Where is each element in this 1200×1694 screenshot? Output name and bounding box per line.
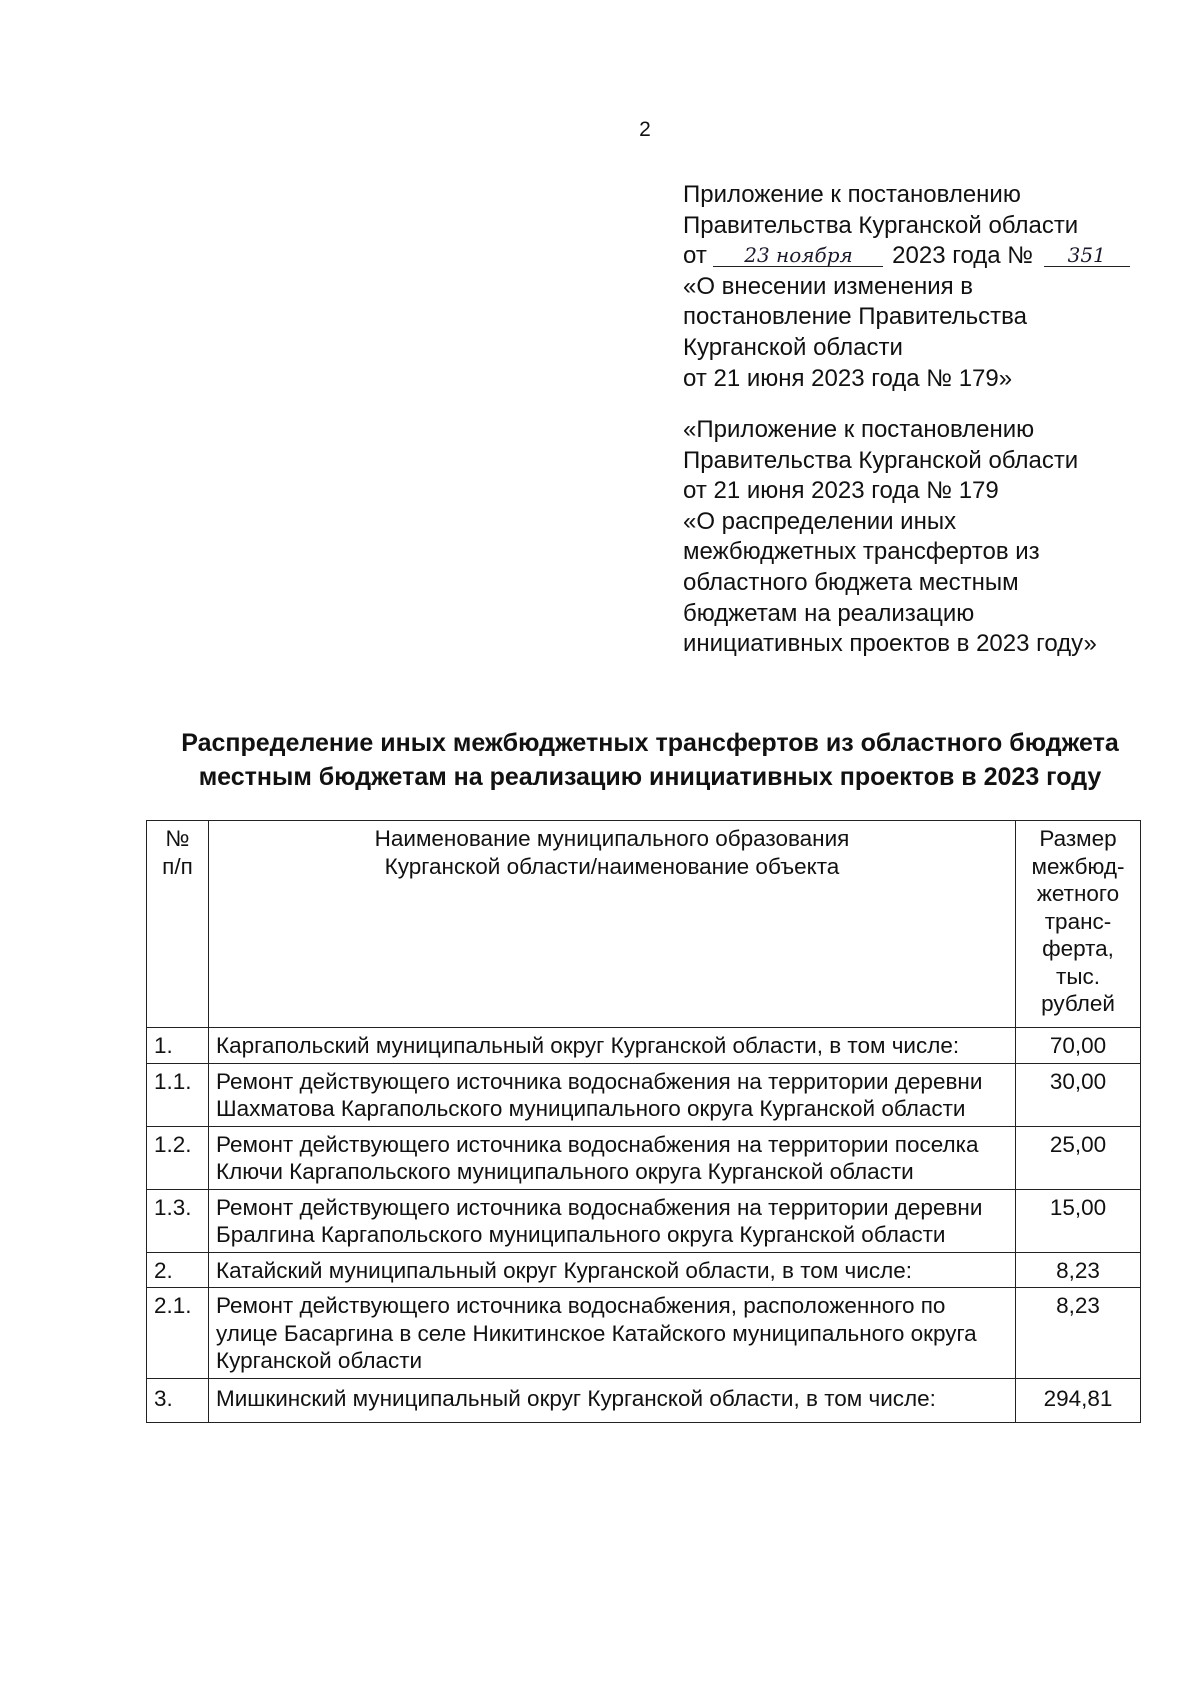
appendix-line: «О внесении изменения в	[683, 272, 974, 300]
handwritten-number: 351	[1044, 244, 1130, 267]
row-amount: 70,00	[1016, 1028, 1141, 1064]
row-amount: 8,23	[1016, 1288, 1141, 1379]
appendix-line: от 21 июня 2023 года № 179	[683, 477, 999, 505]
table-header-row	[147, 821, 1141, 1028]
row-amount: 30,00	[1016, 1063, 1141, 1126]
row-name: Мишкинский муниципальный округ Курганской области, в том числе:	[208, 1378, 1015, 1423]
header-text: жетного	[1036, 881, 1120, 906]
row-amount: 15,00	[1016, 1189, 1141, 1252]
header-text: Наименование муниципального образования	[374, 826, 850, 851]
appendix-line: от 21 июня 2023 года № 179»	[683, 364, 1013, 392]
document-title	[0, 726, 1200, 794]
table-row	[147, 1063, 1141, 1126]
appendix-header-amending	[683, 180, 1183, 394]
row-number: 1.	[147, 1028, 209, 1064]
appendix-date-line	[683, 241, 1183, 272]
header-amount-cell	[1016, 821, 1141, 1028]
header-number-cell	[147, 821, 209, 1028]
row-name: Каргапольский муниципальный округ Курганской области, в том числе:	[208, 1028, 1015, 1064]
row-number: 1.1.	[147, 1063, 209, 1126]
row-amount: 294,81	[1016, 1378, 1141, 1423]
header-text: ферта,	[1042, 936, 1114, 961]
appendix-line: Приложение к постановлению	[683, 181, 1021, 208]
row-number: 2.1.	[147, 1288, 209, 1379]
appendix-header-original	[683, 415, 1183, 660]
appendix-line: «Приложение к постановлению	[683, 416, 1035, 443]
header-name-cell	[208, 821, 1015, 1028]
row-amount: 25,00	[1016, 1126, 1141, 1189]
row-name: Ремонт действующего источника водоснабжения на территории поселка Ключи Каргапольского муниципального округа Курганской области	[208, 1126, 1015, 1189]
header-text: Курганской области/наименование объекта	[384, 853, 840, 879]
row-number: 2.	[147, 1252, 209, 1288]
row-number: 1.3.	[147, 1189, 209, 1252]
appendix-line: Правительства Курганской области	[683, 211, 1079, 239]
table-row	[147, 1252, 1141, 1288]
row-name: Ремонт действующего источника водоснабжения на территории деревни Бралгина Каргапольского муниципального округа Курганской области	[208, 1189, 1015, 1252]
appendix-line: постановление Правительства	[683, 303, 1027, 331]
page-number: 2	[639, 118, 651, 141]
row-name: Ремонт действующего источника водоснабжения на территории деревни Шахматова Каргапольского муниципального округа Курганской области	[208, 1063, 1015, 1126]
appendix-line: бюджетам на реализацию	[683, 599, 975, 627]
header-text: №	[165, 826, 190, 851]
transfer-distribution-table	[146, 820, 1141, 1423]
appendix-line: межбюджетных трансфертов из	[683, 538, 1040, 566]
row-name: Ремонт действующего источника водоснабжения, расположенного по улице Басаргина в селе Никитинское Катайского муниципального округа Курганской области	[208, 1288, 1015, 1379]
title-line: Распределение иных межбюджетных трансфертов из областного бюджета	[181, 729, 1119, 757]
appendix-line: Правительства Курганской области	[683, 446, 1079, 474]
date-year: 2023 года №	[892, 242, 1034, 270]
title-line: местным бюджетам на реализацию инициативных проектов в 2023 году	[198, 763, 1102, 791]
appendix-line: инициативных проектов в 2023 году»	[683, 630, 1097, 658]
table-row	[147, 1288, 1141, 1379]
header-text: рублей	[1041, 991, 1115, 1016]
date-prefix: от	[683, 242, 707, 270]
row-number: 3.	[147, 1378, 209, 1423]
appendix-line: Курганской области	[683, 333, 903, 361]
header-text: межбюд-	[1031, 853, 1125, 879]
row-number: 1.2.	[147, 1126, 209, 1189]
appendix-line: «О распределении иных	[683, 507, 957, 535]
table-row	[147, 1126, 1141, 1189]
row-amount: 8,23	[1016, 1252, 1141, 1288]
header-text: транс-	[1044, 908, 1112, 934]
table-row	[147, 1028, 1141, 1064]
header-text: п/п	[162, 853, 193, 879]
header-text: тыс.	[1056, 963, 1100, 989]
handwritten-date: 23 ноября	[713, 244, 883, 267]
row-name: Катайский муниципальный округ Курганской области, в том числе:	[208, 1252, 1015, 1288]
table-row	[147, 1378, 1141, 1423]
header-text: Размер	[1039, 826, 1117, 851]
table-row	[147, 1189, 1141, 1252]
appendix-line: областного бюджета местным	[683, 568, 1019, 596]
